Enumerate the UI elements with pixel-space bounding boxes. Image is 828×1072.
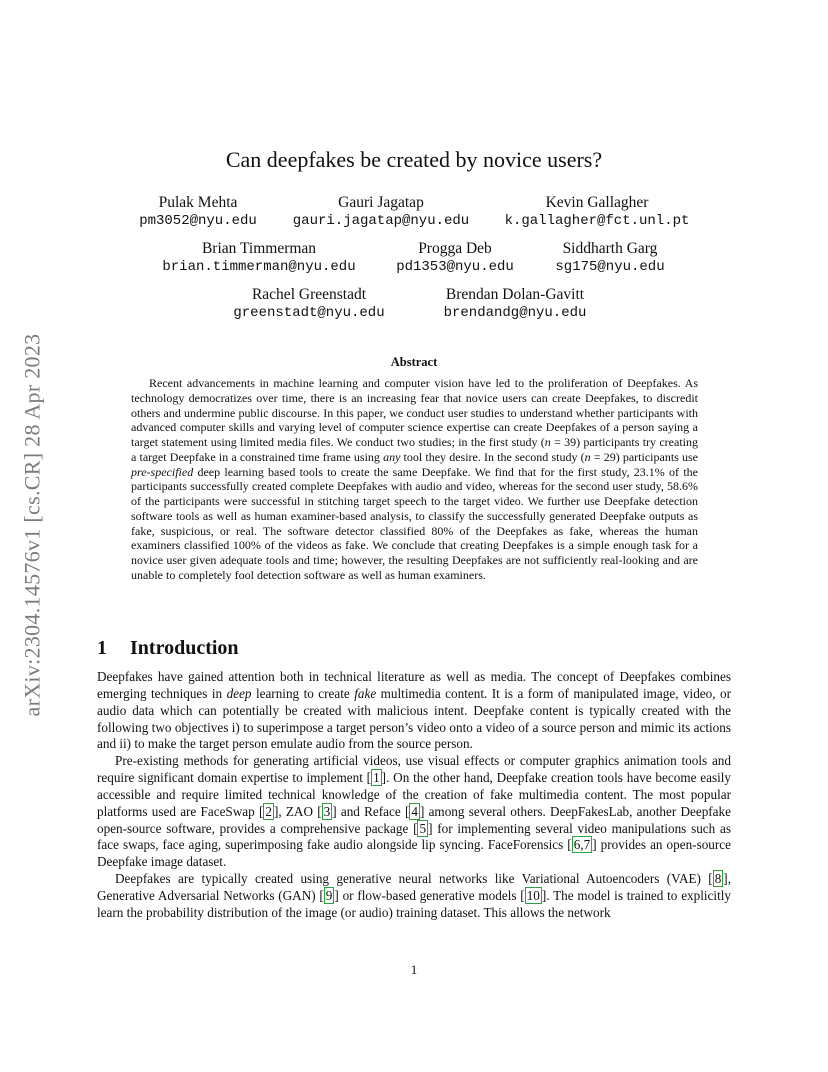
paragraph	[97, 669, 731, 753]
author-name: Gauri Jagatap	[338, 194, 424, 211]
citation-link[interactable]: 3	[323, 803, 331, 819]
text-run: ]. The model is trained to explicitly learn the probability distribution of the image (or audio) training dataset. This allows the network	[97, 887, 731, 920]
text-run: ], Generative Adversarial Networks (GAN) [	[97, 871, 731, 903]
text-run: ] or flow-based generative models [	[334, 887, 525, 903]
emphasis-text: fake	[354, 685, 377, 701]
citation-link[interactable]: 5	[419, 820, 427, 836]
text-run: ] provides an open-source Deepfake image dataset.	[97, 837, 731, 870]
author-block	[162, 239, 355, 276]
author-name: Pulak Mehta	[158, 194, 238, 211]
citation-link[interactable]: 10	[526, 887, 540, 903]
body-text	[97, 669, 731, 922]
author-email[interactable]: brian.timmerman@nyu.edu	[162, 259, 356, 275]
abstract-text	[131, 376, 698, 583]
abstract-text-run: deep learning based tools to create the same Deepfake. We find that for the first study, 23.1% of the participants successfully created complete Deepfakes with audio and video, whereas for the second user study, 58.6% of the participants were successful in stitching target speech to the target video. We further use Deepfake detection software tools as well as human examiner-based analysis, to classify the successfully generated Deepfake outputs as fake, suspicious, or real. The software detector classified 80% of the Deepfakes as fake, whereas the human examiners classified 100% of the videos as fake. We conclude that creating Deepfakes is a simple enough task for a novice user given adequate tools and time; however, the resulting Deepfakes are not sufficiently real-looking and are unable to completely fool detection software as well as human examiners.	[131, 464, 698, 582]
author-name: Kevin Gallagher	[545, 194, 649, 211]
text-run: ] for implementing several video manipulations such as face swaps, face aging, superimposing fake audio alongside lip syncing. FaceForensics [	[97, 820, 732, 853]
text-run: ] and Reface [	[332, 803, 410, 819]
text-run: ]. On the other hand, Deepfake creation tools have become easily accessible and require limited technical knowledge of the creation of fake multimedia content. The most popular platforms used are FaceSwap [	[97, 770, 732, 819]
math-variable: n	[544, 435, 551, 449]
section-title: Introduction	[130, 637, 239, 659]
citation-link[interactable]: 2	[265, 803, 272, 819]
abstract-heading: Abstract	[390, 355, 438, 369]
text-run: ], ZAO [	[273, 803, 322, 819]
author-email[interactable]: pd1353@nyu.edu	[396, 259, 514, 275]
author-email[interactable]: brendandg@nyu.edu	[443, 305, 587, 321]
author-block	[444, 285, 587, 322]
emphasis-text: deep	[226, 685, 252, 701]
author-block	[555, 239, 664, 276]
author-name: Siddharth Garg	[562, 240, 658, 257]
section-heading	[97, 636, 239, 660]
author-name: Rachel Greenstadt	[251, 286, 367, 303]
author-name: Brian Timmerman	[201, 240, 317, 257]
text-run: Deepfakes have gained attention both in technical literature as well as media. The concept of Deepfakes combines emerging techniques in	[97, 669, 731, 701]
author-block	[396, 239, 514, 276]
paragraph	[97, 871, 731, 922]
emphasis-text: pre-specified	[131, 464, 194, 479]
author-email[interactable]: sg175@nyu.edu	[555, 259, 665, 275]
author-block	[139, 193, 257, 230]
page-number: 1	[410, 962, 418, 977]
author-email[interactable]: k.gallagher@fct.unl.pt	[504, 213, 690, 229]
citation-link[interactable]: 8	[714, 871, 722, 887]
section-number: 1	[97, 637, 107, 659]
citation-link[interactable]: 1	[373, 770, 380, 786]
author-block	[293, 193, 469, 230]
emphasis-text: any	[383, 449, 401, 464]
abstract-text-run: tool they desire. In the second study (	[400, 449, 585, 464]
abstract-text-run: = 39) participants try creating a target Deepfake in a constrained time frame using	[131, 435, 698, 464]
arxiv-identifier[interactable]: arXiv:2304.14576v1 [cs.CR] 28 Apr 2023	[19, 333, 44, 717]
abstract-text-run: = 29) participants use	[590, 449, 698, 464]
author-block	[505, 193, 690, 230]
citation-link[interactable]: 6,7	[573, 837, 591, 853]
text-run: Deepfakes are typically created using generative neural networks like Variational Autoencoders (VAE) [	[115, 871, 713, 887]
author-email[interactable]: gauri.jagatap@nyu.edu	[292, 213, 470, 229]
paper-title: Can deepfakes be created by novice users?	[225, 147, 603, 172]
author-name: Progga Deb	[418, 240, 492, 257]
author-name: Brendan Dolan-Gavitt	[445, 286, 585, 303]
author-email[interactable]: greenstadt@nyu.edu	[233, 305, 385, 321]
text-run: learning to create	[251, 685, 355, 701]
citation-link[interactable]: 4	[411, 803, 418, 819]
citation-link[interactable]: 9	[325, 887, 333, 903]
text-run: ] among several others. DeepFakesLab, another Deepfake open-source software, provides a comprehensive package [	[97, 803, 731, 836]
math-variable: n	[584, 449, 591, 464]
text-run: multimedia content. It is a form of manipulated image, video, or audio data which can potentially be created with malicious intent. Deepfake content is typically created with the following two objectives i) to superimpose a target person’s video onto a video of a source person and mimic its actions and ii) to make the target person emulate audio from the source person.	[97, 685, 731, 752]
author-email[interactable]: pm3052@nyu.edu	[139, 213, 257, 229]
abstract-text-run: Recent advancements in machine learning and computer vision have led to the proliferation of Deepfakes. As technology democratizes over time, there is an increasing fear that novice users can create Deepfakes, to discredit others and undermine public discourse. In this paper, we conduct user studies to understand whether participants with advanced computer skills and varying level of computer science expertise can create Deepfakes of a person saying a target statement using limited media files. We conduct two studies; in the first study (	[131, 376, 698, 449]
text-run: Pre-existing methods for generating artificial videos, use visual effects or computer graphics animation tools and require significant domain expertise to implement [	[97, 753, 731, 786]
paragraph	[97, 753, 731, 871]
author-block	[233, 285, 384, 322]
